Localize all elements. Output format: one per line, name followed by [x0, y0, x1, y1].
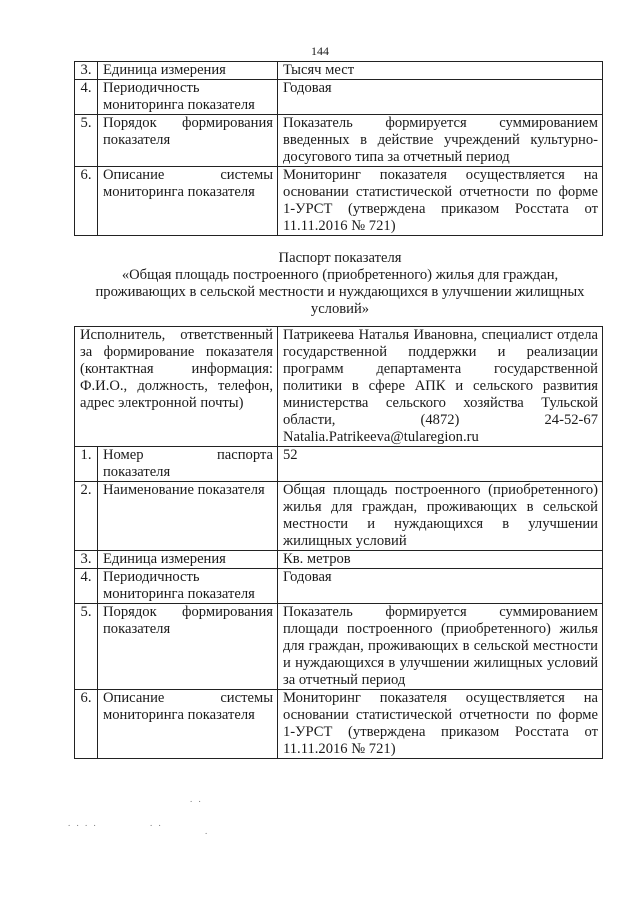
passport-title: Паспорт показателя — [278, 250, 402, 266]
row-value: Мониторинг показателя осуществляется на основании статистической отчетности по форме 1-УРСТ (утверждена приказом Росстата от 11.11.2016 № 721) — [278, 167, 603, 236]
table-row — [75, 62, 603, 80]
row-value: Годовая — [278, 569, 603, 604]
table-row — [75, 167, 603, 236]
row-value: Тысяч мест — [278, 62, 603, 80]
row-number: 3. — [75, 62, 98, 80]
scan-speck: . . — [190, 794, 203, 804]
table-row — [75, 115, 603, 167]
row-value: Показатель формируется суммированием введенных в действие учреждений культурно-досугового типа за отчетный период — [278, 115, 603, 167]
row-label: Наименование показателя — [98, 482, 278, 551]
row-label: Номер паспорта показателя — [98, 447, 278, 482]
page-number: 144 — [311, 44, 329, 58]
scan-speck: . . . . — [68, 818, 98, 828]
row-value: Показатель формируется суммированием площади построенного (приобретенного) жилья для граждан, проживающих в сельской местности и нуждающихся в улучшении жилищных условий за отчетный период — [278, 604, 603, 690]
row-number: 2. — [75, 482, 98, 551]
row-number: 6. — [75, 690, 98, 759]
row-label: Периодичность мониторинга показателя — [98, 569, 278, 604]
passport-subtitle: «Общая площадь построенного (приобретенного) жилья для граждан, проживающих в сельской местности и нуждающихся в улучшении жилищных условий» — [95, 267, 585, 317]
table-row — [75, 604, 603, 690]
row-value: Мониторинг показателя осуществляется на основании статистической отчетности по форме 1-УРСТ (утверждена приказом Росстата от 11.11.2016 № 721) — [278, 690, 603, 759]
top-indicator-table — [74, 61, 603, 236]
row-label: Описание системы мониторинга показателя — [98, 690, 278, 759]
row-number: 6. — [75, 167, 98, 236]
row-label: Периодичность мониторинга показателя — [98, 80, 278, 115]
row-label: Описание системы мониторинга показателя — [98, 167, 278, 236]
row-number: 5. — [75, 604, 98, 690]
row-label: Единица измерения — [98, 62, 278, 80]
row-label: Порядок формирования показателя — [98, 115, 278, 167]
table-row — [75, 569, 603, 604]
scan-speck: . . — [150, 818, 163, 828]
passport-table — [74, 326, 603, 759]
row-number: 1. — [75, 447, 98, 482]
row-number: 5. — [75, 115, 98, 167]
scan-speck: . — [205, 826, 210, 836]
passport-heading — [84, 250, 596, 318]
table-row — [75, 447, 603, 482]
row-number: 4. — [75, 80, 98, 115]
table-row — [75, 690, 603, 759]
row-value: 52 — [278, 447, 603, 482]
executor-row — [75, 327, 603, 447]
table-row — [75, 80, 603, 115]
executor-label: Исполнитель, ответственный за формирование показателя (контактная информация: Ф.И.О., должность, телефон, адрес электронной почты) — [75, 327, 278, 447]
table-row — [75, 551, 603, 569]
row-number: 3. — [75, 551, 98, 569]
row-number: 4. — [75, 569, 98, 604]
row-label: Порядок формирования показателя — [98, 604, 278, 690]
row-value: Годовая — [278, 80, 603, 115]
executor-value: Патрикеева Наталья Ивановна, специалист отдела государственной поддержки и реализации программ департамента государственной политики в сфере АПК и сельского развития министерства сельского хозяйства Тульской области, (4872) 24-52-67 Natalia.Patrikeeva@tularegion.ru — [278, 327, 603, 447]
row-label: Единица измерения — [98, 551, 278, 569]
row-value: Кв. метров — [278, 551, 603, 569]
row-value: Общая площадь построенного (приобретенного) жилья для граждан, проживающих в сельской местности и нуждающихся в улучшении жилищных условий — [278, 482, 603, 551]
table-row — [75, 482, 603, 551]
